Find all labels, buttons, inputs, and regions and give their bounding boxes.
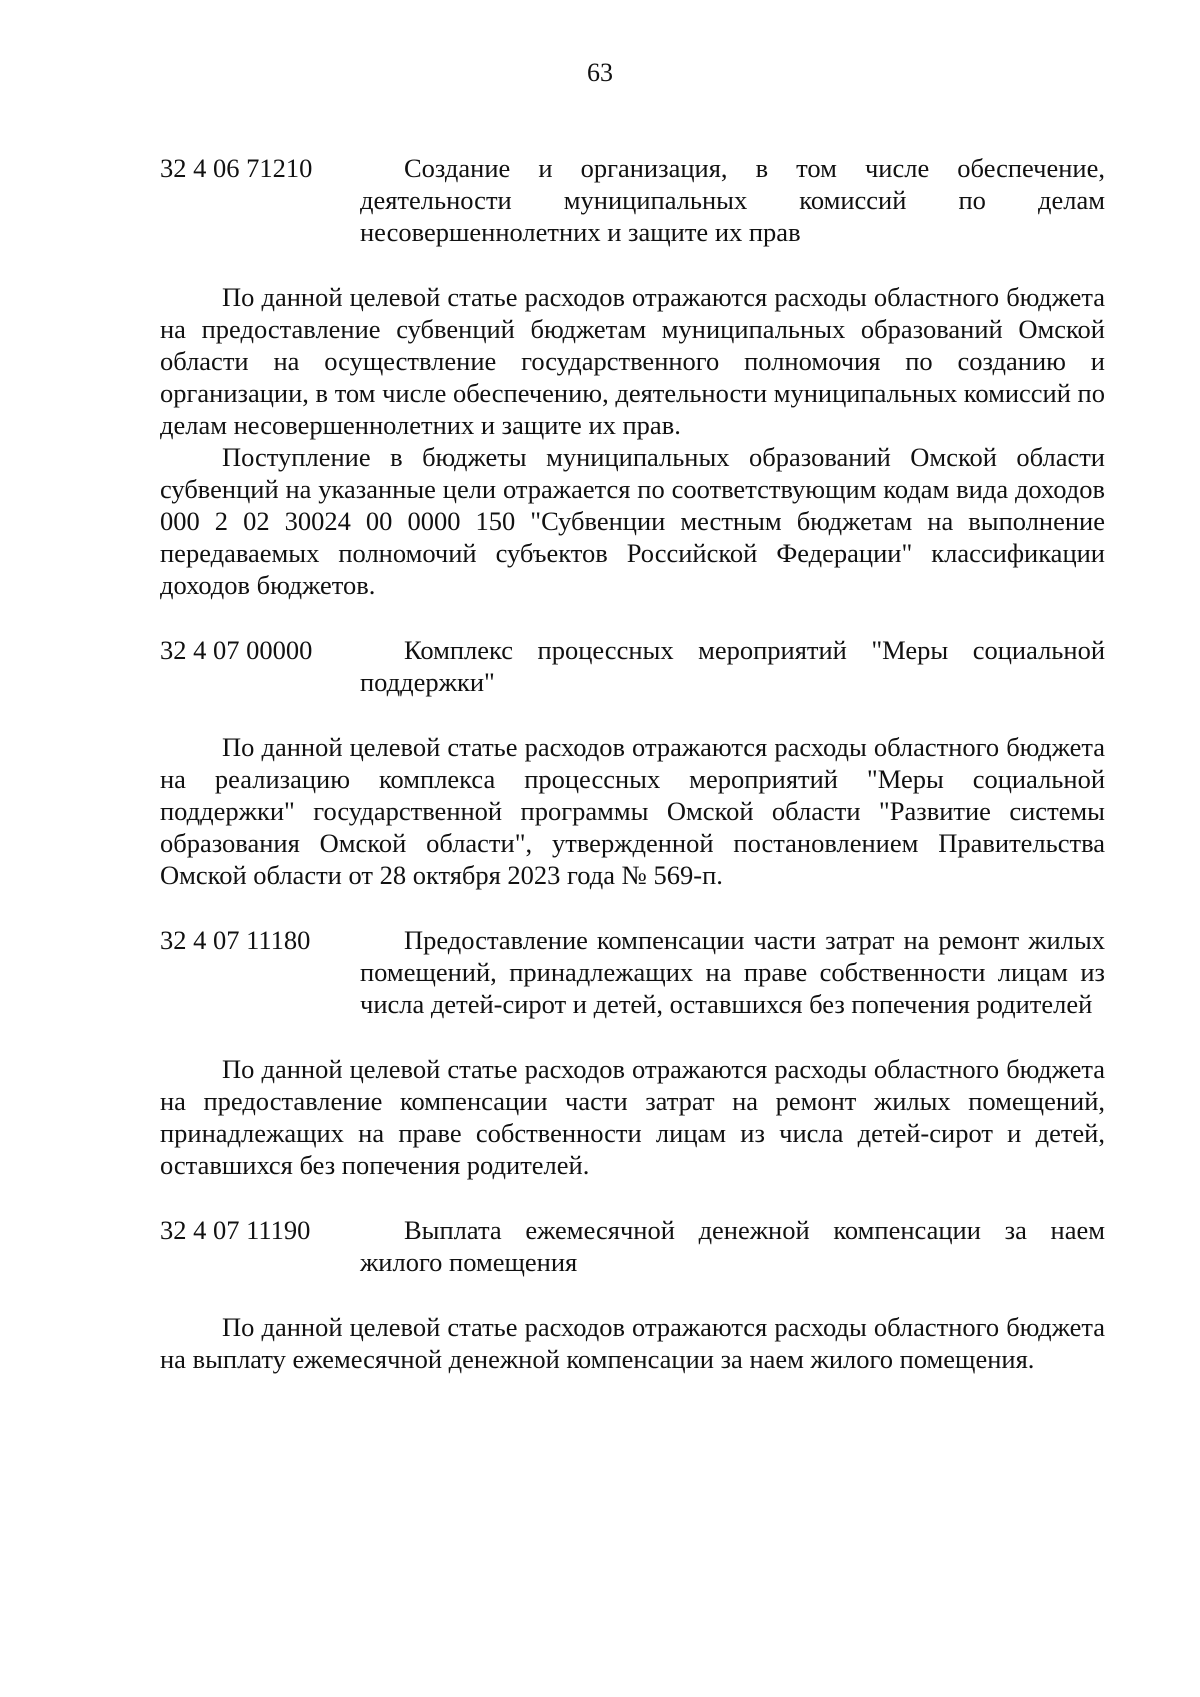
- budget-title: Выплата ежемесячной денежной компенсации за наем жилого помещения: [360, 1215, 1105, 1277]
- description-paragraph: По данной целевой статье расходов отражаются расходы областного бюджета на предоставление компенсации части затрат на ремонт жилых помещений, принадлежащих на праве собственности лицам из числа детей-сирот и детей, оставшихся без попечения родителей.: [160, 1054, 1105, 1180]
- budget-code: 32 4 07 11180: [160, 925, 311, 955]
- budget-title: Комплекс процессных мероприятий "Меры социальной поддержки": [360, 635, 1105, 697]
- description-paragraph: Поступление в бюджеты муниципальных образований Омской области субвенций на указанные цели отражается по соответствующим кодам вида доходов 000 2 02 30024 00 0000 150 "Субвенции местным бюджетам на выполнение передаваемых полномочий субъектов Российской Федерации" классификации доходов бюджетов.: [160, 442, 1105, 600]
- budget-entry: [160, 1214, 1105, 1278]
- budget-title: Предоставление компенсации части затрат на ремонт жилых помещений, принадлежащих на праве собственности лицам из числа детей-сирот и детей, оставшихся без попечения родителей: [360, 925, 1105, 1019]
- budget-code: 32 4 07 00000: [160, 635, 313, 665]
- description-paragraph: По данной целевой статье расходов отражаются расходы областного бюджета на предоставление субвенций бюджетам муниципальных образований Омской области на осуществление государственного полномочия по созданию и организации, в том числе обеспечению, деятельности муниципальных комиссий по делам несовершеннолетних и защите их прав.: [160, 282, 1105, 440]
- budget-entry: [160, 924, 1105, 1020]
- budget-code: 32 4 06 71210: [160, 153, 313, 183]
- budget-entry: [160, 634, 1105, 698]
- budget-entry: [160, 152, 1105, 248]
- budget-title: Создание и организация, в том числе обеспечение, деятельности муниципальных комиссий по делам несовершеннолетних и защите их прав: [360, 153, 1105, 247]
- document-body: [160, 152, 1105, 1375]
- description-paragraph: По данной целевой статье расходов отражаются расходы областного бюджета на выплату ежемесячной денежной компенсации за наем жилого помещения.: [160, 1312, 1105, 1374]
- budget-code: 32 4 07 11190: [160, 1215, 311, 1245]
- page-number: 63: [587, 58, 613, 87]
- description-paragraph: По данной целевой статье расходов отражаются расходы областного бюджета на реализацию комплекса процессных мероприятий "Меры социальной поддержки" государственной программы Омской области "Развитие системы образования Омской области", утвержденной постановлением Правительства Омской области от 28 октября 2023 года № 569-п.: [160, 732, 1105, 890]
